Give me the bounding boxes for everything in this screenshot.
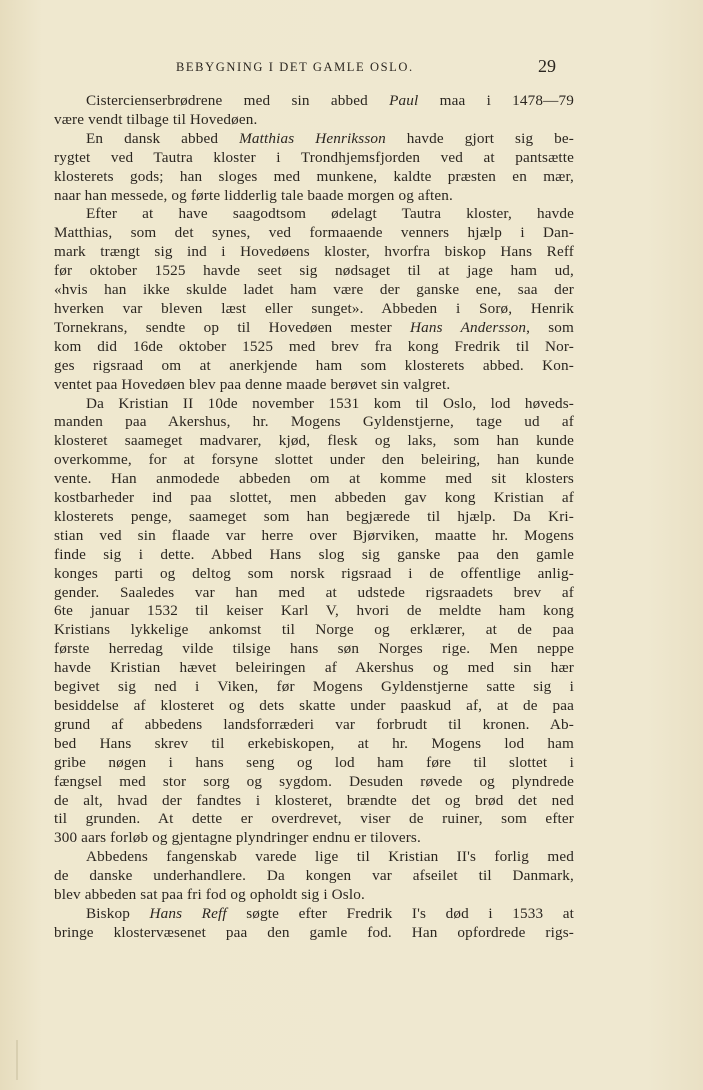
text-line [54, 565, 574, 584]
text-segment: til grunden. At dette er overdrevet, viser de ruiner, som efter [54, 810, 574, 828]
text-segment: 300 aars forløb og gjentagne plyndringer endnu er tilovers. [54, 829, 421, 847]
italic-name: Hans Reff [149, 904, 227, 922]
text-line [54, 584, 574, 603]
text-segment: blev abbeden sat paa fri fod og opholdt sig i Oslo. [54, 886, 365, 904]
text-segment: Biskop [86, 904, 150, 922]
text-segment: fængsel med stor sorg og sygdom. Desuden røvede og plyndrede [54, 772, 574, 790]
text-line [54, 395, 574, 414]
text-line [54, 527, 574, 546]
text-line [54, 149, 574, 168]
text-segment: havde gjort sig be- [385, 129, 574, 147]
text-line [54, 130, 574, 149]
text-segment: overkomme, for at forsyne slottet under den beleiring, han kunde [54, 451, 574, 469]
text-line [54, 319, 574, 338]
text-segment: 6te januar 1532 til keiser Karl V, hvori de meldte ham kong [54, 602, 574, 620]
text-segment: være vendt tilbage til Hovedøen. [54, 110, 258, 128]
text-line [54, 205, 574, 224]
page-edge-mark [16, 1040, 18, 1080]
running-head [0, 58, 703, 80]
text-line [54, 470, 574, 489]
text-segment: Da Kristian II 10de november 1531 kom til Oslo, lod høveds- [86, 394, 574, 412]
page-number: 29 [538, 56, 556, 76]
text-line [54, 621, 574, 640]
text-segment: havde Kristian hævet beleiringen af Akershus og med sin hær [54, 659, 574, 677]
text-segment: kostbarheder ind paa slottet, men abbeden gav kong Kristian af [54, 489, 574, 507]
text-segment: En dansk abbed [86, 129, 240, 147]
text-segment: de danske underhandlere. Da kongen var afseilet til Danmark, [54, 867, 574, 885]
text-line [54, 678, 574, 697]
text-segment: finde sig i dette. Abbed Hans slog sig ganske paa den gamle [54, 545, 574, 563]
text-line [54, 735, 574, 754]
text-segment: de alt, hvad der fandtes i klosteret, brændte det og brød det ned [54, 791, 574, 809]
text-segment: gribe nøgen i hans seng og lod ham føre til slottet i [54, 753, 574, 771]
text-segment: bed Hans skrev til erkebiskopen, at hr. Mogens lod ham [54, 734, 574, 752]
text-segment: Cistercienserbrødrene med sin abbed [86, 92, 390, 109]
text-segment: besiddelse af klosteret og dets skatte under paaskud af, at de paa [54, 697, 574, 714]
text-line [54, 92, 574, 111]
text-line [54, 697, 574, 716]
text-segment: før oktober 1525 havde seet sig nødsaget til at jage ham ud, [54, 262, 574, 280]
text-segment: ventet paa Hovedøen blev paa denne maade berøvet sin valgret. [54, 375, 451, 393]
text-line [54, 338, 574, 357]
text-line [54, 508, 574, 527]
text-line [54, 111, 574, 130]
text-segment: Abbedens fangenskab varede lige til Kristian II's forlig med [86, 848, 574, 866]
text-segment: gender. Saaledes var han med at udstede rigsraadets brev af [54, 583, 574, 601]
text-line [54, 848, 574, 867]
body-text [54, 92, 574, 943]
text-line [54, 640, 574, 659]
text-segment: klosterets penge, saameget som han begjærede til hjælp. Da Kri- [54, 507, 574, 525]
text-line [54, 187, 574, 206]
text-line [54, 451, 574, 470]
text-segment: klosterets gods; han sloges med munkene, kaldte præsten en mær, [54, 167, 574, 185]
text-line [54, 754, 574, 773]
text-line [54, 829, 574, 848]
text-line [54, 489, 574, 508]
text-segment: , som [526, 318, 574, 336]
text-segment: rygtet ved Tautra kloster i Trondhjemsfjorden ved at pantsætte [54, 148, 574, 166]
text-line [54, 924, 574, 943]
text-line [54, 262, 574, 281]
text-line [54, 376, 574, 395]
text-line [54, 773, 574, 792]
text-line [54, 659, 574, 678]
text-line [54, 886, 574, 905]
text-line [54, 810, 574, 829]
text-line [54, 867, 574, 886]
text-segment: søgte efter Fredrik I's død i 1533 at [226, 904, 575, 922]
text-segment: stian ved sin flaade var herre over Bjørviken, maatte hr. Mogens [54, 526, 574, 544]
text-line [54, 546, 574, 565]
text-line [54, 357, 574, 376]
text-line [54, 432, 574, 451]
text-segment: begivet sig ned i Viken, før Mogens Gyldenstjerne satte sig i [54, 678, 574, 696]
text-line [54, 281, 574, 300]
text-line [54, 792, 574, 811]
text-segment: hverken var bleven læst eller sunget». Abbeden i Sorø, Henrik [54, 299, 574, 317]
text-line [54, 224, 574, 243]
text-segment: ges rigsraad om at anerkjende ham som klosterets abbed. Kon- [54, 356, 574, 374]
text-segment: Matthias, som det synes, ved formaaende venners hjælp i Dan- [54, 224, 574, 242]
text-segment: Efter at have saagodtsom ødelagt Tautra kloster, havde [86, 205, 574, 223]
text-segment: Kristians lykkelige ankomst til Norge og erklærer, at de paa [54, 621, 574, 639]
text-segment: vente. Han anmodede abbeden om at komme med sit klosters [54, 470, 574, 488]
text-segment: mark trængt sig ind i Hovedøens kloster, hvorfra biskop Hans Reff [54, 243, 574, 261]
text-line [54, 602, 574, 621]
text-segment: kom did 16de oktober 1525 med brev fra kong Fredrik til Nor- [54, 337, 574, 355]
running-title: BEBYGNING I DET GAMLE OSLO. [176, 60, 414, 74]
text-segment: klosteret saameget madvarer, kjød, flesk og laks, som han kunde [54, 432, 574, 450]
text-line [54, 716, 574, 735]
text-segment: konges parti og deltog som norsk rigsraad i de offentlige anlig- [54, 564, 574, 582]
text-segment: bringe klostervæsenet paa den gamle fod. Han opfordrede rigs- [54, 923, 574, 941]
italic-name: Matthias Henriksson [239, 129, 386, 147]
text-segment: naar han messede, og førte lidderlig tale baade morgen og aften. [54, 186, 453, 204]
text-line [54, 300, 574, 319]
text-segment: maa i 1478—79 [418, 92, 574, 109]
text-segment: første herredag vilde tilsige hans søn Norges rige. Men neppe [54, 640, 574, 658]
italic-name: Hans Andersson [410, 318, 527, 336]
text-segment: manden paa Akershus, hr. Mogens Gyldenstjerne, tage ud af [54, 413, 574, 431]
text-segment: grund af abbedens landsforræderi var forbrudt til kronen. Ab- [54, 715, 574, 733]
text-line [54, 413, 574, 432]
italic-name: Paul [389, 92, 419, 109]
text-line [54, 168, 574, 187]
text-line [54, 905, 574, 924]
text-segment: Tornekrans, sendte op til Hovedøen mester [54, 318, 411, 336]
text-line [54, 243, 574, 262]
text-segment: «hvis han ikke skulde ladet ham være der ganske ene, saa der [54, 281, 574, 299]
